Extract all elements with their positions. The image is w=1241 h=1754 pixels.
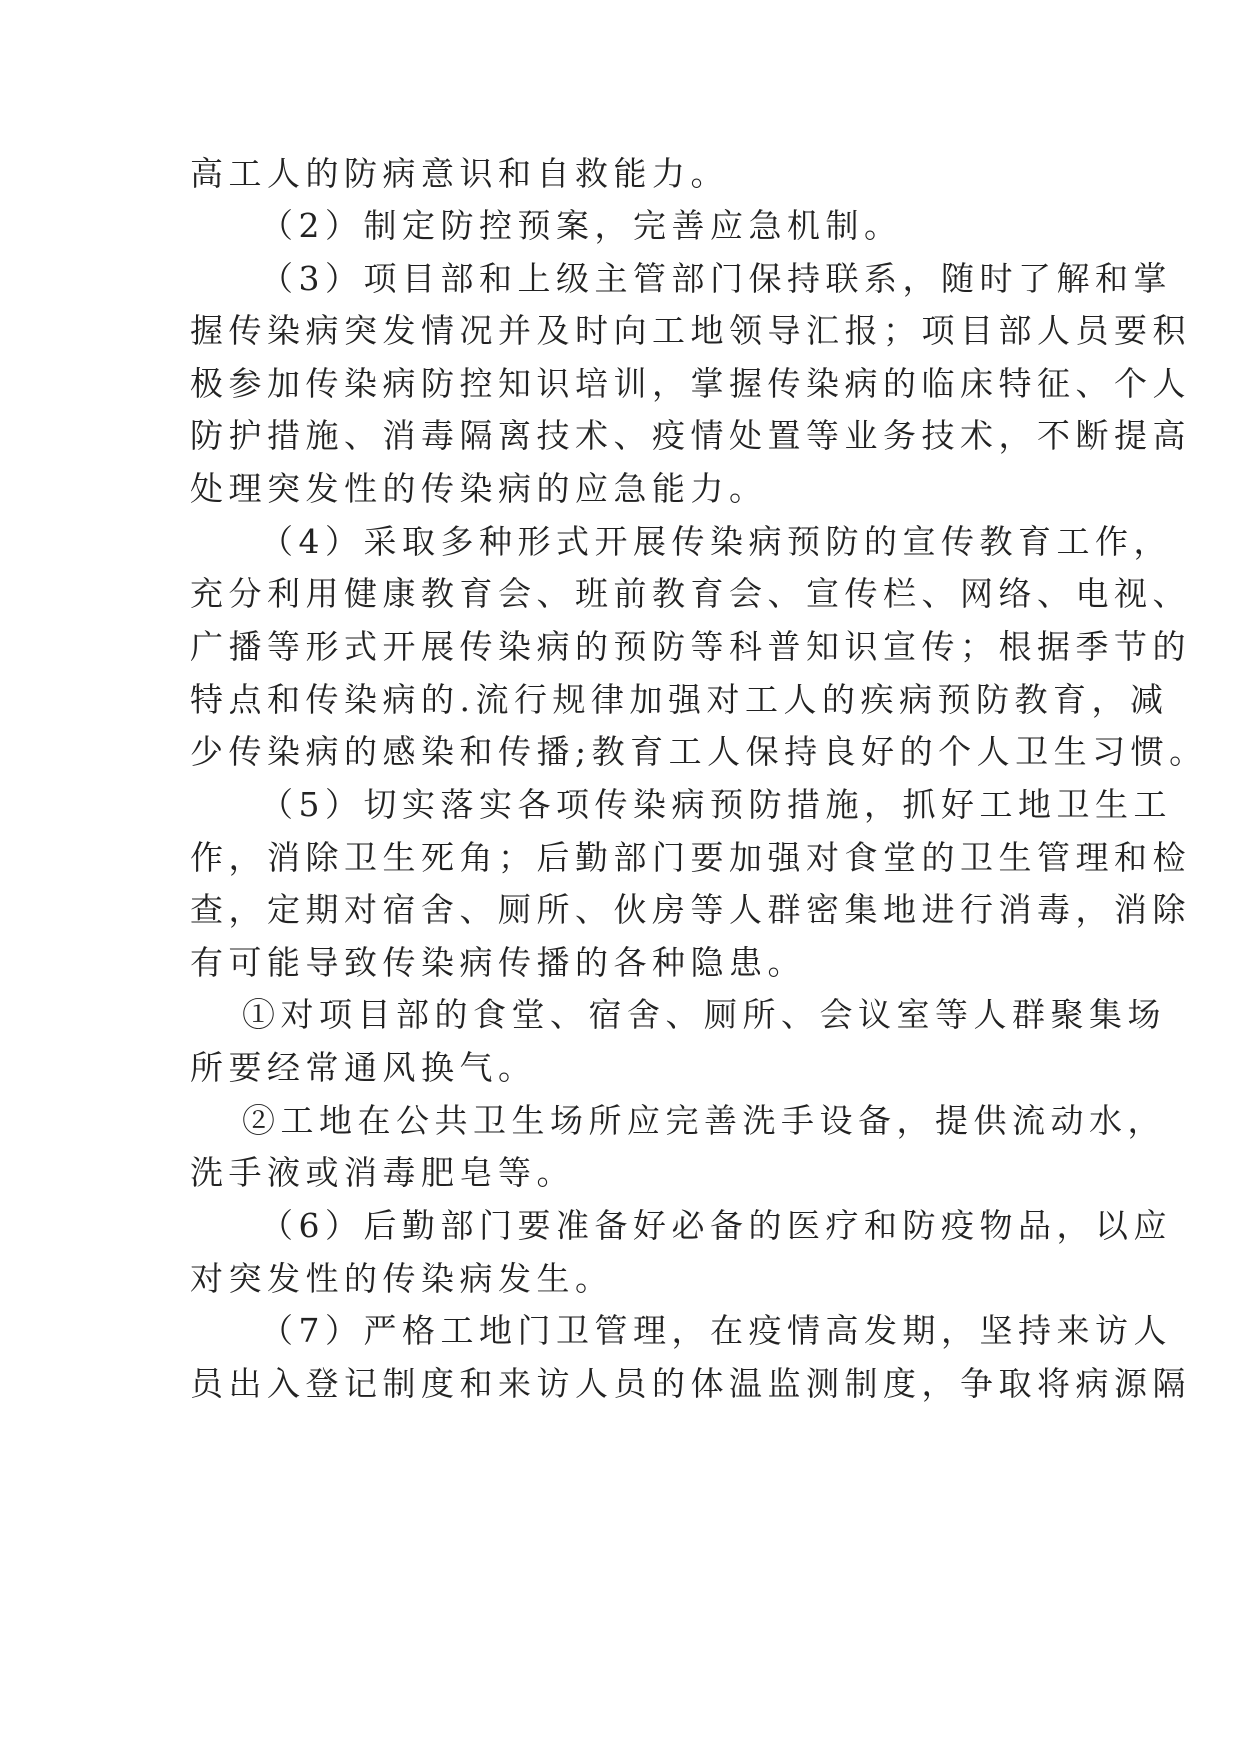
text-line: （2）制定防控预案，完善应急机制。 — [260, 206, 903, 245]
text-line: 处理突发性的传染病的应急能力。 — [190, 469, 768, 508]
text-line: 员出入登记制度和来访人员的体温监测制度，争取将病源隔 — [190, 1364, 1191, 1403]
text-line: 极参加传染病防控知识培训，掌握传染病的临床特征、个人 — [190, 364, 1191, 403]
text-line: （4）采取多种形式开展传染病预防的宣传教育工作， — [260, 522, 1172, 561]
text-line: 少传染病的感染和传播;教育工人保持良好的个人卫生习惯。 — [190, 732, 1208, 771]
text-line: 充分利用健康教育会、班前教育会、宣传栏、网络、电视、 — [190, 574, 1191, 613]
text-line: （7）严格工地门卫管理，在疫情高发期，坚持来访人 — [260, 1311, 1172, 1350]
text-line: 查，定期对宿舍、厕所、伙房等人群密集地进行消毒，消除 — [190, 890, 1191, 929]
text-line: 对突发性的传染病发生。 — [190, 1259, 614, 1298]
text-line: （5）切实落实各项传染病预防措施，抓好工地卫生工 — [260, 785, 1172, 824]
text-line: ①对项目部的食堂、宿舍、厕所、会议室等人群聚集场 — [242, 995, 1166, 1034]
text-line: （3）项目部和上级主管部门保持联系，随时了解和掌 — [260, 259, 1172, 298]
text-line: ②工地在公共卫生场所应完善洗手设备，提供流动水， — [242, 1101, 1166, 1140]
text-line: 有可能导致传染病传播的各种隐患。 — [190, 943, 806, 982]
text-line: 特点和传染病的.流行规律加强对工人的疾病预防教育，减 — [190, 680, 1169, 719]
text-line: 作，消除卫生死角；后勤部门要加强对食堂的卫生管理和检 — [190, 838, 1191, 877]
text-line: （6）后勤部门要准备好必备的医疗和防疫物品，以应 — [260, 1206, 1172, 1245]
text-line: 握传染病突发情况并及时向工地领导汇报；项目部人员要积 — [190, 311, 1191, 350]
text-line: 洗手液或消毒肥皂等。 — [190, 1153, 575, 1192]
text-line: 高工人的防病意识和自救能力。 — [190, 154, 729, 193]
text-line: 广播等形式开展传染病的预防等科普知识宣传；根据季节的 — [190, 627, 1191, 666]
text-line: 防护措施、消毒隔离技术、疫情处置等业务技术，不断提高 — [190, 416, 1191, 455]
text-line: 所要经常通风换气。 — [190, 1048, 537, 1087]
